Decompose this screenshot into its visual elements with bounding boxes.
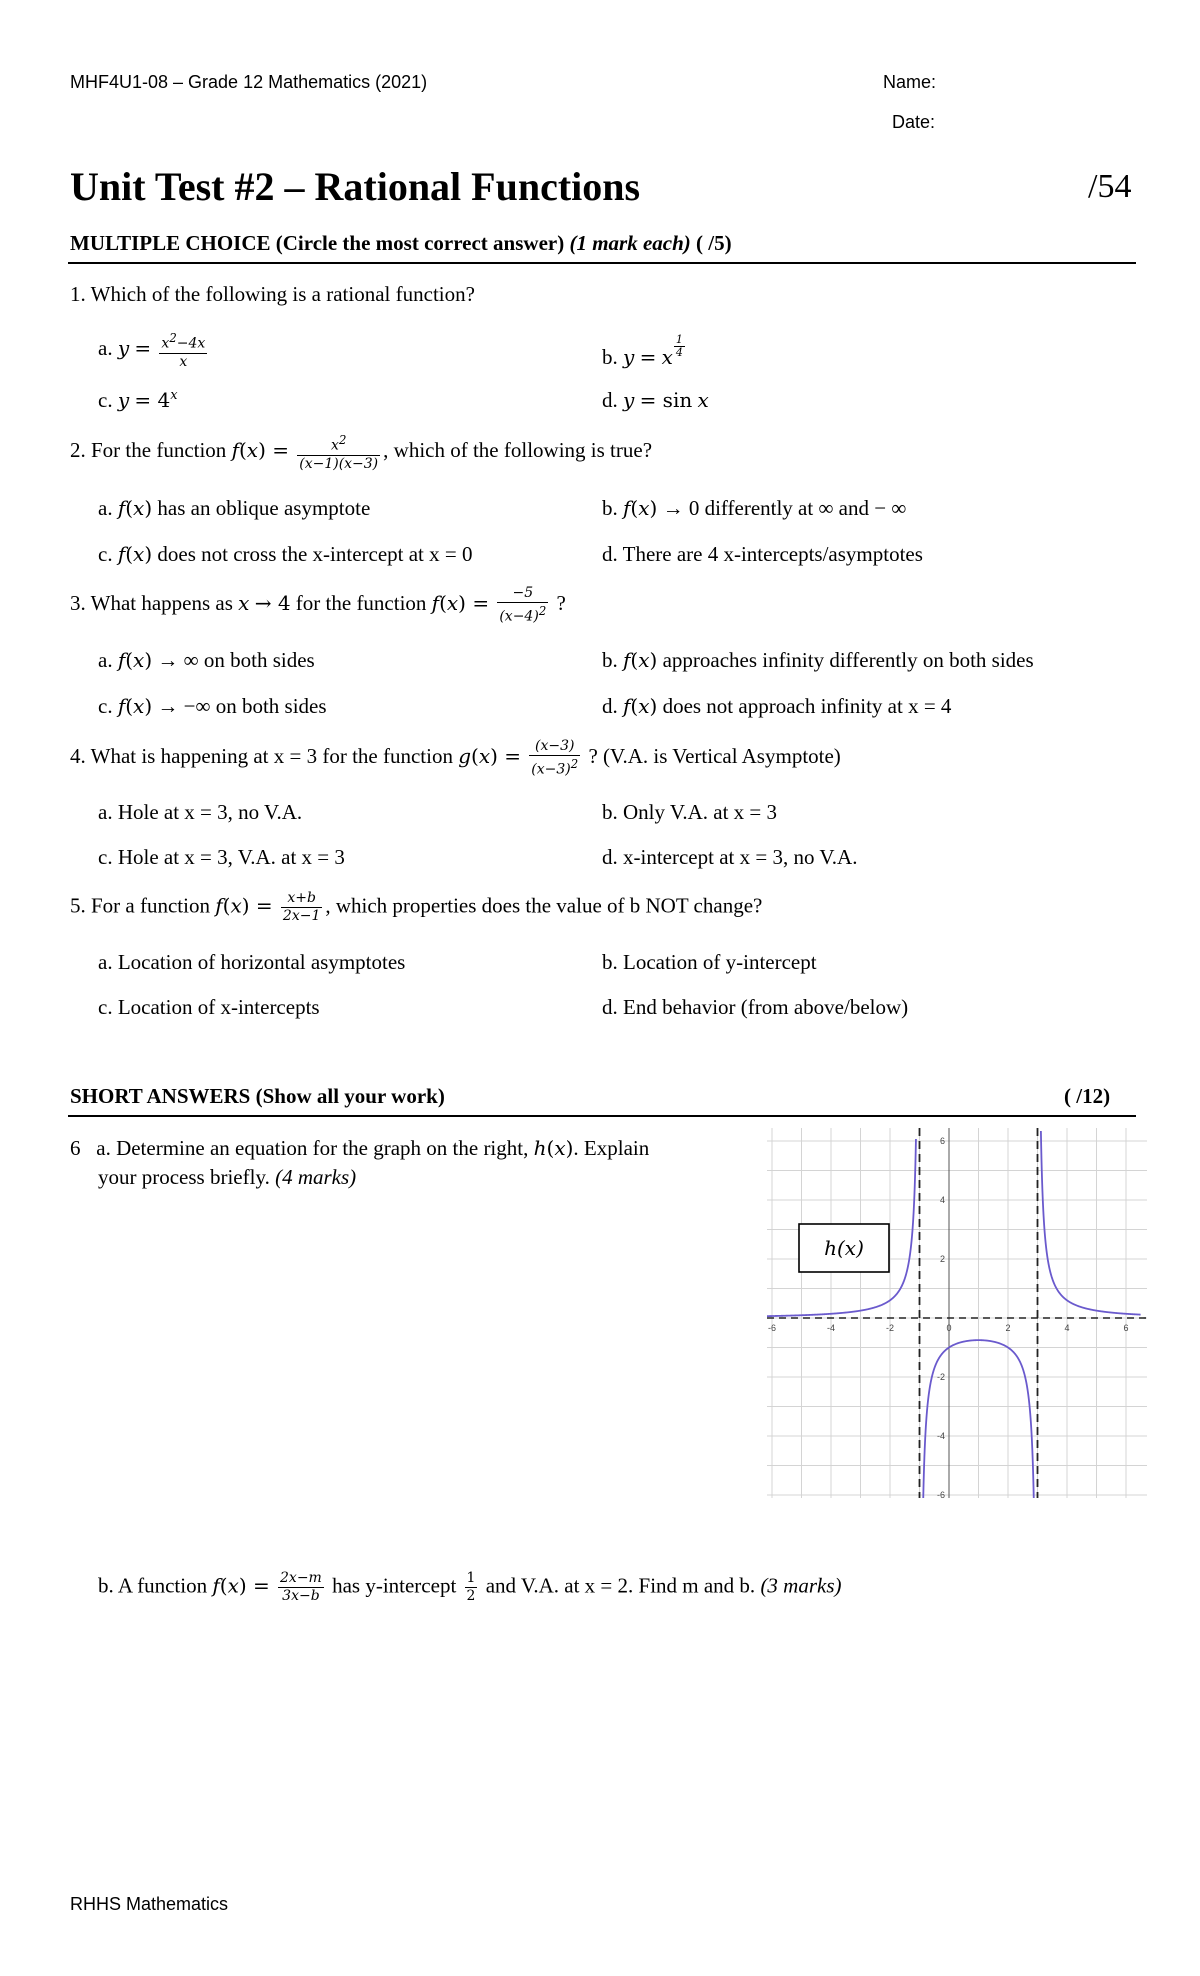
q6-number: 6 <box>70 1136 81 1160</box>
y-tick-label: -6 <box>936 1490 945 1498</box>
x-tick-label: 2 <box>1005 1323 1011 1333</box>
question-4: 4. What is happening at x = 3 for the function g(x) = $\frac{(x-3)}{(x-3)^2}$ ? (V.A. is Vertical Asymptote) <box>70 738 841 778</box>
page-title: Unit Test #2 – Rational Functions <box>70 164 641 209</box>
date-label: Date: <box>892 112 936 132</box>
footer: RHHS Mathematics <box>70 1894 229 1914</box>
mc-section-heading <box>70 231 732 256</box>
h-graph <box>767 1128 1147 1498</box>
question-1: 1. Which of the following is a rational function? <box>70 282 475 306</box>
question-6a: 6 a. Determine an equation for the graph on the right, h(x). Explain <box>70 1136 650 1160</box>
q1-option-a[interactable]: a. y = $\frac{x^2-4x}{x}$ <box>98 331 206 370</box>
question-6a-line2: your process briefly. (4 marks) <box>98 1165 357 1189</box>
mc-score: ( /5) <box>696 231 732 255</box>
mc-marks-note: (1 mark each) <box>569 231 691 255</box>
q3-option-b[interactable]: b. f(x) approaches infinity differently on both sides <box>602 648 1034 672</box>
x-tick-label: 6 <box>1123 1323 1129 1333</box>
q3-option-d[interactable]: d. f(x) does not approach infinity at x = 4 <box>602 694 952 718</box>
sa-section-heading: SHORT ANSWERS (Show all your work) <box>70 1084 445 1108</box>
question-2: 2. For the function f(x) = $\frac{x^2}{(x-1)(x-3)}$ , which of the following is true? <box>70 433 653 472</box>
question-3: 3. What happens as x → 4 for the function f(x) = $\frac{-5}{(x-4)^2}$ ? <box>70 585 566 625</box>
q5-option-c[interactable]: c. Location of x-intercepts <box>98 995 320 1019</box>
sa-score: ( /12) <box>1064 1084 1111 1108</box>
question-6b: b. A function f(x) = $\frac{2x-m}{3x-b}$ has y-intercept $\frac{1}{2}$ and V.A. at x = 2. Find m and b. (3 marks) <box>98 1570 842 1604</box>
q1-option-c[interactable]: c. $y = 4^x$ <box>98 388 178 412</box>
y-tick-label: 6 <box>939 1136 945 1146</box>
q4-option-c[interactable]: c. Hole at x = 3, V.A. at x = 3 <box>98 845 345 869</box>
y-tick-label: 4 <box>939 1195 945 1205</box>
q2-option-d[interactable]: d. There are 4 x-intercepts/asymptotes <box>602 542 923 566</box>
q4-option-d[interactable]: d. x-intercept at x = 3, no V.A. <box>602 845 858 869</box>
x-tick-label: 4 <box>1064 1323 1070 1333</box>
q1-option-d[interactable]: d. y = sin x <box>602 388 709 412</box>
y-tick-label: 2 <box>939 1254 945 1264</box>
x-tick-label: -2 <box>885 1323 895 1333</box>
y-tick-label: -4 <box>936 1431 945 1441</box>
q6a-marks: (4 marks) <box>275 1165 357 1189</box>
y-tick-label: -2 <box>936 1372 945 1382</box>
q3-option-a[interactable]: a. f(x) → ∞ on both sides <box>98 648 315 672</box>
name-label: Name: <box>883 72 937 92</box>
q3-option-c[interactable]: c. f(x) → −∞ on both sides <box>98 694 327 718</box>
q2-option-a[interactable]: a. f(x) has an oblique asymptote <box>98 496 371 520</box>
question-5: 5. For a function f(x) = $\frac{x+b}{2x-1}$ , which properties does the value of b NOT change? <box>70 890 763 924</box>
x-tick-label: -6 <box>767 1323 777 1333</box>
x-tick-label: 0 <box>946 1323 952 1333</box>
q1-option-b[interactable]: b. y = x $\frac{1}{4}$ <box>602 333 683 369</box>
graph-label: h(x) <box>824 1236 864 1260</box>
x-tick-label: -4 <box>826 1323 836 1333</box>
q4-option-a[interactable]: a. Hole at x = 3, no V.A. <box>98 800 303 824</box>
q2-option-b[interactable]: b. f(x) → 0 differently at ∞ and − ∞ <box>602 496 907 520</box>
mc-heading-text: MULTIPLE CHOICE (Circle the most correct answer) <box>70 231 565 255</box>
q5-option-a[interactable]: a. Location of horizontal asymptotes <box>98 950 406 974</box>
section-rule <box>68 262 1136 264</box>
q4-option-b[interactable]: b. Only V.A. at x = 3 <box>602 800 777 824</box>
q5-option-b[interactable]: b. Location of y-intercept <box>602 950 817 974</box>
course-header: MHF4U1-08 – Grade 12 Mathematics (2021) <box>70 72 428 92</box>
total-score: /54 <box>1088 168 1132 205</box>
section-rule <box>68 1115 1136 1117</box>
q6b-marks: (3 marks) <box>760 1573 842 1598</box>
q5-option-d[interactable]: d. End behavior (from above/below) <box>602 995 909 1019</box>
q2-option-c[interactable]: c. f(x) does not cross the x-intercept at x = 0 <box>98 542 473 566</box>
